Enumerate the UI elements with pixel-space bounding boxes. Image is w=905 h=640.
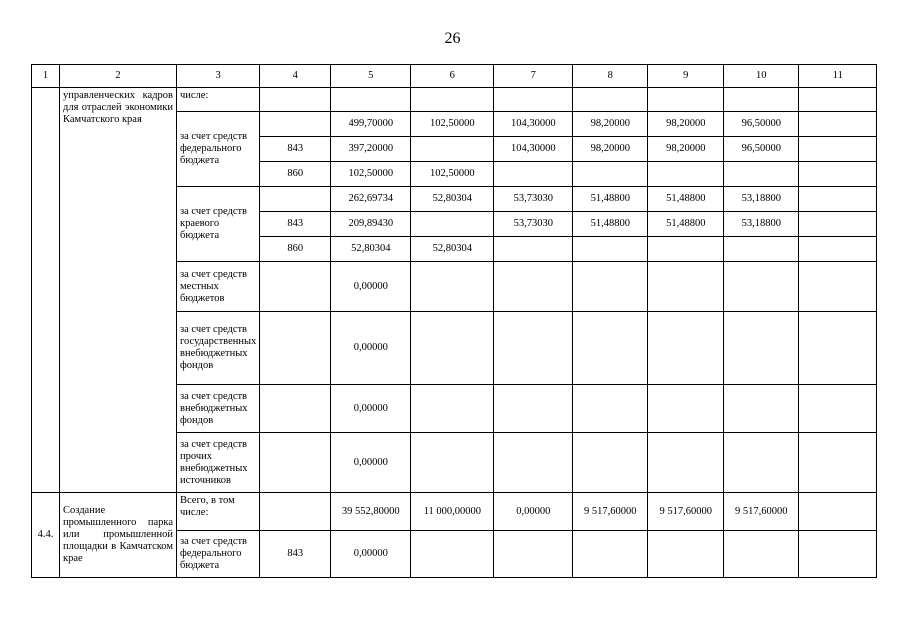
source-cell: Всего, в том числе:: [177, 493, 260, 531]
value-cell: [648, 385, 724, 433]
value-cell: [799, 493, 877, 531]
value-cell: 52,80304: [331, 237, 411, 262]
value-cell: 102,50000: [331, 162, 411, 187]
value-cell: [799, 433, 877, 493]
value-cell: [573, 88, 648, 112]
value-cell: 53,18800: [724, 212, 799, 237]
value-cell: [494, 88, 573, 112]
source-cell: за счет средств государственных внебюджетных фондов: [177, 312, 260, 385]
code-cell: [260, 433, 331, 493]
value-cell: [573, 237, 648, 262]
value-cell: 9 517,60000: [724, 493, 799, 531]
value-cell: 53,73030: [494, 187, 573, 212]
value-cell: 0,00000: [331, 433, 411, 493]
item-name-cell: управленческих кадров для отраслей экономики Камчатского края: [60, 88, 177, 493]
code-cell: 860: [260, 237, 331, 262]
source-cell: за счет средств краевого бюджета: [177, 187, 260, 262]
value-cell: [724, 385, 799, 433]
value-cell: 39 552,80000: [331, 493, 411, 531]
value-cell: [724, 531, 799, 578]
value-cell: 499,70000: [331, 112, 411, 137]
value-cell: 51,48800: [648, 187, 724, 212]
value-cell: [411, 433, 494, 493]
column-header: 10: [724, 65, 799, 88]
budget-table: [31, 64, 877, 578]
source-cell: за счет средств федерального бюджета: [177, 112, 260, 187]
value-cell: 52,80304: [411, 187, 494, 212]
value-cell: [724, 312, 799, 385]
value-cell: 397,20000: [331, 137, 411, 162]
value-cell: [724, 237, 799, 262]
item-name-cell: Создание промышленного парка или промышленной площадки в Камчатском крае: [60, 493, 177, 578]
value-cell: [648, 237, 724, 262]
value-cell: [648, 531, 724, 578]
value-cell: [494, 312, 573, 385]
value-cell: 9 517,60000: [648, 493, 724, 531]
source-cell: за счет средств внебюджетных фондов: [177, 385, 260, 433]
value-cell: 52,80304: [411, 237, 494, 262]
value-cell: 98,20000: [648, 137, 724, 162]
value-cell: [648, 433, 724, 493]
value-cell: [799, 212, 877, 237]
column-header: 7: [494, 65, 573, 88]
value-cell: [648, 88, 724, 112]
code-cell: [260, 112, 331, 137]
code-cell: [260, 88, 331, 112]
value-cell: [411, 262, 494, 312]
value-cell: [494, 237, 573, 262]
value-cell: [411, 212, 494, 237]
value-cell: [799, 187, 877, 212]
value-cell: [494, 385, 573, 433]
value-cell: 209,89430: [331, 212, 411, 237]
value-cell: [494, 162, 573, 187]
value-cell: 102,50000: [411, 162, 494, 187]
value-cell: 0,00000: [331, 262, 411, 312]
value-cell: 98,20000: [573, 112, 648, 137]
table-row: [32, 88, 877, 112]
code-cell: [260, 312, 331, 385]
source-cell: за счет средств местных бюджетов: [177, 262, 260, 312]
value-cell: 104,30000: [494, 112, 573, 137]
page-number: 26: [444, 30, 461, 47]
value-cell: [648, 262, 724, 312]
column-header: 9: [648, 65, 724, 88]
value-cell: [494, 433, 573, 493]
value-cell: [411, 531, 494, 578]
value-cell: [573, 312, 648, 385]
value-cell: 51,48800: [573, 212, 648, 237]
item-number-cell: [32, 88, 60, 493]
value-cell: [724, 262, 799, 312]
value-cell: [411, 385, 494, 433]
code-cell: 843: [260, 212, 331, 237]
value-cell: 262,69734: [331, 187, 411, 212]
value-cell: 53,18800: [724, 187, 799, 212]
source-cell: за счет средств прочих внебюджетных источников: [177, 433, 260, 493]
item-number-cell: 4.4.: [32, 493, 60, 578]
column-header: 8: [573, 65, 648, 88]
value-cell: [573, 162, 648, 187]
column-header: 4: [260, 65, 331, 88]
value-cell: [411, 137, 494, 162]
value-cell: [799, 531, 877, 578]
value-cell: [573, 262, 648, 312]
value-cell: 51,48800: [648, 212, 724, 237]
source-cell: числе:: [177, 88, 260, 112]
value-cell: [411, 88, 494, 112]
source-cell: за счет средств федерального бюджета: [177, 531, 260, 578]
value-cell: [799, 262, 877, 312]
value-cell: [799, 88, 877, 112]
value-cell: 96,50000: [724, 137, 799, 162]
code-cell: 860: [260, 162, 331, 187]
value-cell: [648, 312, 724, 385]
code-cell: 843: [260, 137, 331, 162]
column-header: 1: [32, 65, 60, 88]
value-cell: 96,50000: [724, 112, 799, 137]
value-cell: [724, 88, 799, 112]
column-header: 2: [60, 65, 177, 88]
value-cell: 0,00000: [494, 493, 573, 531]
value-cell: [648, 162, 724, 187]
value-cell: [573, 385, 648, 433]
code-cell: 843: [260, 531, 331, 578]
value-cell: [799, 385, 877, 433]
code-cell: [260, 493, 331, 531]
code-cell: [260, 187, 331, 212]
value-cell: 51,48800: [573, 187, 648, 212]
value-cell: 11 000,00000: [411, 493, 494, 531]
value-cell: [573, 531, 648, 578]
value-cell: 0,00000: [331, 312, 411, 385]
column-header: 5: [331, 65, 411, 88]
value-cell: [331, 88, 411, 112]
value-cell: [573, 433, 648, 493]
table-row: [32, 493, 877, 531]
value-cell: [494, 262, 573, 312]
value-cell: [724, 433, 799, 493]
column-header: 3: [177, 65, 260, 88]
value-cell: 102,50000: [411, 112, 494, 137]
value-cell: [799, 137, 877, 162]
value-cell: [799, 237, 877, 262]
value-cell: [411, 312, 494, 385]
value-cell: 0,00000: [331, 385, 411, 433]
value-cell: [799, 162, 877, 187]
value-cell: 98,20000: [573, 137, 648, 162]
value-cell: [724, 162, 799, 187]
value-cell: 98,20000: [648, 112, 724, 137]
code-cell: [260, 385, 331, 433]
value-cell: [799, 112, 877, 137]
column-header: 6: [411, 65, 494, 88]
value-cell: [799, 312, 877, 385]
value-cell: 0,00000: [331, 531, 411, 578]
value-cell: 9 517,60000: [573, 493, 648, 531]
value-cell: 104,30000: [494, 137, 573, 162]
column-numbers-row: [32, 65, 877, 88]
value-cell: [494, 531, 573, 578]
code-cell: [260, 262, 331, 312]
column-header: 11: [799, 65, 877, 88]
value-cell: 53,73030: [494, 212, 573, 237]
